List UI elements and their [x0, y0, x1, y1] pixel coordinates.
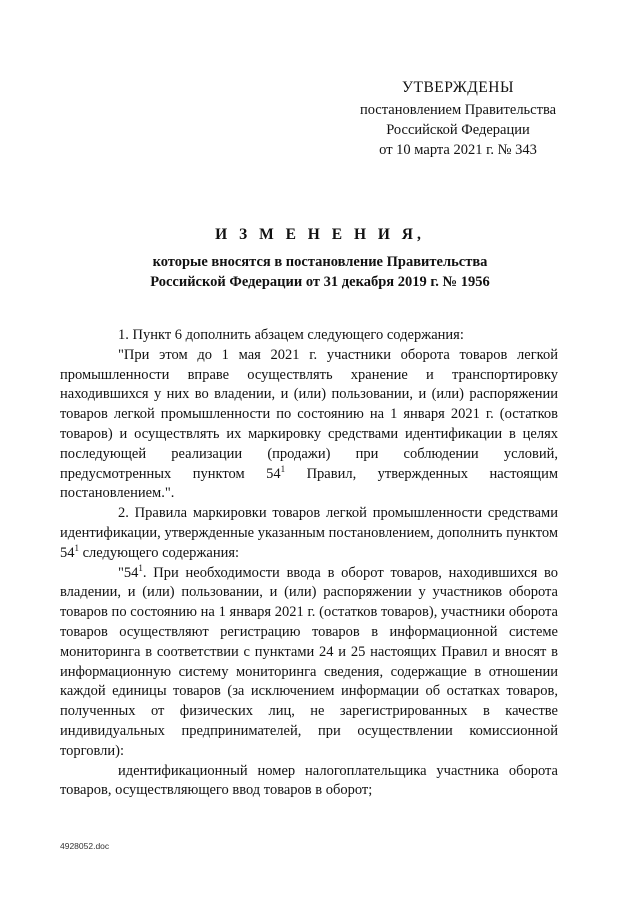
superscript: 1 [74, 542, 79, 553]
approval-block [330, 78, 586, 160]
heading-subtitle-1: которые вносятся в постановление Правительства [152, 254, 488, 270]
paragraph-4 [60, 564, 558, 762]
paragraph-3-text-a: 2. Правила маркировки товаров легкой промышленности средствами идентификации, утвержденные указанным постановлением, дополнить пунктом 54 [60, 505, 558, 561]
paragraph-2-text-a: "При этом до 1 мая 2021 г. участники оборота товаров легкой промышленности вправе осуществлять хранение и транспортировку находившихся у них во владении, и (или) пользовании, и (или) распоряжении товаров легкой промышленности по состоянию на 1 января 2021 г. (остатков товаров) и осуществлять их маркировку средствами идентификации в целях последующей реализации (продажи) при соблюдении условий, предусмотренных пунктом 54 [60, 346, 558, 482]
heading-title: И З М Е Н Е Н И Я, [215, 226, 425, 243]
paragraph-4-text-a: "54 [118, 564, 139, 581]
document-heading [60, 226, 580, 292]
superscript: 1 [280, 463, 286, 474]
approval-title: УТВЕРЖДЕНЫ [402, 79, 514, 96]
approval-line-1: постановлением Правительства [359, 102, 557, 118]
document-code: 4928052.doc [60, 841, 110, 851]
heading-subtitle-2: Российской Федерации от 31 декабря 2019 г. № 1956 [150, 274, 490, 290]
paragraph-3 [60, 504, 558, 563]
paragraph-2 [60, 346, 558, 504]
paragraph-3-text-b: следующего содержания: [79, 544, 240, 561]
paragraph-2-text-b: Правил, утвержденных настоящим постановлением.". [60, 465, 559, 502]
approval-line-3: от 10 марта 2021 г. № 343 [379, 142, 537, 158]
paragraph-1: 1. Пункт 6 дополнить абзацем следующего содержания: [118, 327, 464, 343]
document-body [60, 326, 558, 801]
approval-line-2: Российской Федерации [386, 122, 530, 138]
paragraph-4-text-b: . При необходимости ввода в оборот товаров, находившихся во владении, и (или) пользовании, и (или) распоряжении у участников оборота товаров по состоянию на 1 января 2021 г. (остатков товаров), участники оборота товаров осуществляют регистрацию товаров в информационной системе мониторинга в соответствии с пунктами 24 и 25 настоящих Правил и вносят в информационную систему мониторинга сведения, содержащие в отношении каждой единицы товаров (за исключением информации об остатках товаров, полученных от физических лиц, не зарегистрированных в качестве индивидуальных предпринимателей, при осуществлении комиссионной торговли): [60, 564, 558, 759]
superscript: 1 [138, 562, 143, 573]
paragraph-5: идентификационный номер налогоплательщика участника оборота товаров, осуществляющего ввод товаров в оборот; [60, 762, 558, 799]
